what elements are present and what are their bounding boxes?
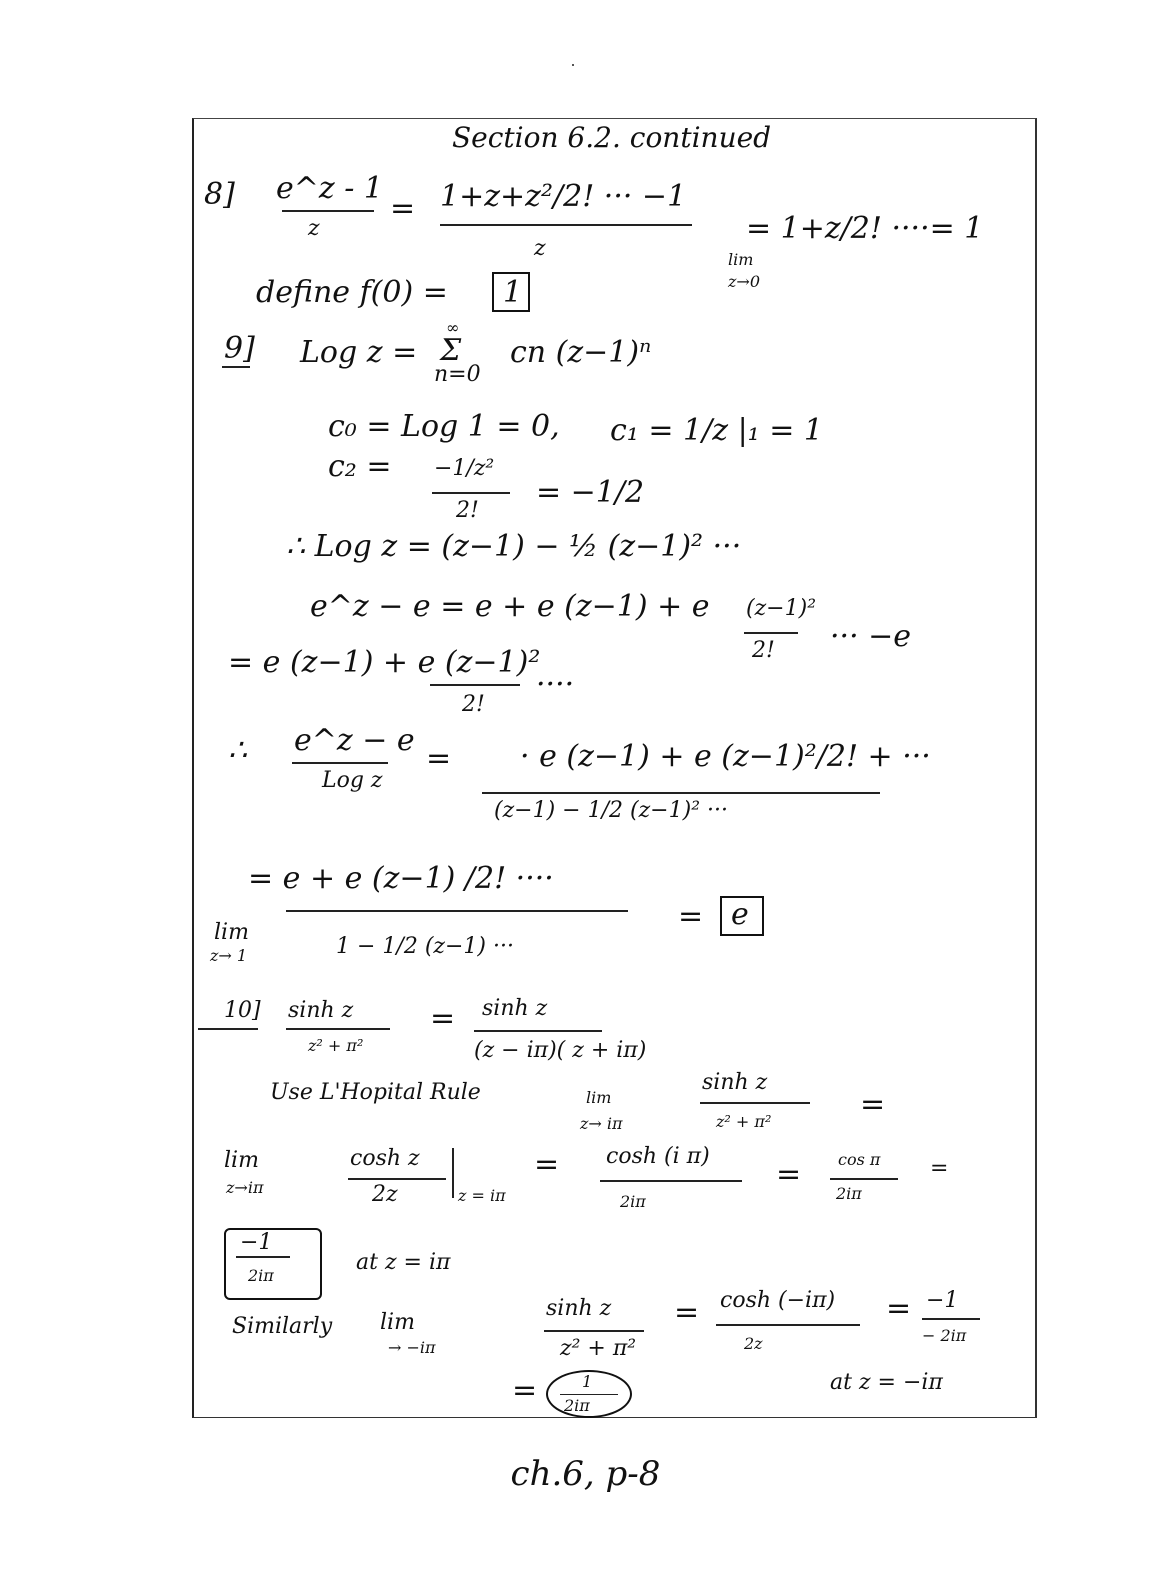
p10-rhs-denominator: (z − iπ)( z + iπ) [474, 1038, 647, 1063]
p9-exp-frac-denominator: 2! [752, 638, 775, 663]
p10-equals-a: = [534, 1147, 560, 1182]
p9-ratio-equals: = [426, 741, 452, 776]
p10-equals-b: = [776, 1157, 802, 1192]
p9-ratio-bar [292, 762, 388, 764]
p9-exp-frac-numerator: (z−1)² [746, 596, 817, 621]
p10-frac-denominator: z² + π² [308, 1036, 364, 1055]
p9-step2-bar [430, 684, 520, 686]
p10-lim2-label: lim [224, 1148, 259, 1173]
p10-final-denominator: 2iπ [564, 1396, 590, 1415]
p9-c2-numerator: −1/z² [434, 456, 495, 481]
p9-limit-label: lim [214, 920, 249, 945]
p9-step2-tail: ···· [536, 667, 575, 702]
p10-final-bar [560, 1394, 618, 1395]
p8-result: = 1+z/2! ····= 1 [746, 211, 984, 246]
page-footer: ch.6, p-8 [510, 1454, 661, 1494]
p9-c2-bar [432, 492, 510, 494]
p9-limit-value: e [731, 897, 749, 932]
p9-limit-equals: = [678, 899, 704, 934]
p10-frac-bar [286, 1028, 390, 1030]
problem-10-number: 10] [224, 998, 261, 1023]
p10-cospi-bar [830, 1178, 898, 1180]
p9-c2-denominator: 2! [456, 498, 479, 523]
p8-fraction-denominator: z [308, 216, 320, 241]
p10-sim-denominator: z² + π² [560, 1336, 637, 1361]
p10-final-at: at z = −iπ [830, 1370, 943, 1395]
p8-define-value: 1 [503, 275, 523, 310]
p10-equals-c: = [930, 1156, 949, 1181]
p9-limit-denominator: 1 − 1/2 (z−1) ··· [336, 934, 514, 959]
p8-series-bar [440, 224, 692, 226]
p9-log-definition: Log z = [300, 335, 418, 370]
p10-sim-lim-sub: → −iπ [388, 1338, 436, 1357]
p10-sim-numerator: sinh z [546, 1296, 612, 1321]
p10-number-underline [198, 1028, 258, 1030]
p10-final-equals: = [512, 1373, 538, 1408]
p10-sim-cosh-denominator: 2z [744, 1334, 763, 1353]
p10-result-bar [236, 1256, 290, 1258]
scan-speck [572, 64, 574, 66]
p9-ratio-rhs-numerator: · e (z−1) + e (z−1)²/2! + ··· [520, 739, 931, 774]
p9-step2: = e (z−1) + e (z−1)² [228, 645, 541, 680]
p10-eval-bar [452, 1148, 454, 1198]
p9-limit-subscript: z→ 1 [210, 946, 248, 965]
p10-sim-result-numerator: −1 [926, 1288, 959, 1313]
p10-sim-cosh-bar [716, 1324, 860, 1326]
p10-eval-at: z = iπ [458, 1186, 506, 1205]
section-header: Section 6.2. continued [452, 121, 772, 154]
p10-cosh-ipi-bar [600, 1180, 742, 1182]
p10-result-numerator: −1 [240, 1230, 273, 1255]
p10-sim-bar [544, 1330, 644, 1332]
p10-sim-result-denominator: − 2iπ [922, 1326, 967, 1345]
p10-sim-lim: lim [380, 1310, 415, 1335]
p10-cosh-bar [348, 1178, 446, 1180]
p9-exp-frac-bar [744, 632, 798, 634]
p9-number-underline [222, 366, 250, 368]
p9-ratio-numerator: e^z − e [294, 723, 415, 758]
p9-ratio-rhs-bar [482, 792, 880, 794]
p9-sum-symbol: Σ [440, 333, 462, 368]
p10-cospi-denominator: 2iπ [836, 1184, 862, 1203]
p9-ratio-denominator: Log z [322, 768, 383, 793]
p9-exp-tail: ··· −e [830, 619, 912, 654]
p10-use-rule: Use L'Hopital Rule [270, 1080, 481, 1105]
p9-sum-upper: ∞ [446, 318, 460, 337]
p8-series-denominator: z [534, 236, 546, 261]
p9-limit-numerator: = e + e (z−1) /2! ···· [248, 861, 554, 896]
p10-rule-denominator: z² + π² [716, 1112, 772, 1131]
p9-ratio-rhs-denominator: (z−1) − 1/2 (z−1)² ··· [494, 798, 728, 823]
p8-fraction-numerator: e^z - 1 [276, 171, 383, 206]
p10-rhs-bar [474, 1030, 602, 1032]
p10-rule-numerator: sinh z [702, 1070, 768, 1095]
p10-sim-cosh-numerator: cosh (−iπ) [720, 1288, 836, 1313]
p9-c0: c₀ = Log 1 = 0, [328, 409, 560, 444]
p10-frac-numerator: sinh z [288, 998, 354, 1023]
p10-sim-equals-2: = [886, 1291, 912, 1326]
p10-result-denominator: 2iπ [248, 1266, 274, 1285]
p10-rule-bar [700, 1102, 810, 1104]
p9-c2-lhs: c₂ = [328, 449, 392, 484]
p10-rule-lim-sub: z→ iπ [580, 1114, 623, 1133]
p9-c1: c₁ = 1/z |₁ = 1 [610, 413, 824, 448]
p10-sim-equals: = [674, 1295, 700, 1330]
p10-similarly: Similarly [232, 1314, 333, 1339]
p10-equals: = [430, 1001, 456, 1036]
p9-step2-denominator: 2! [462, 692, 485, 717]
p9-sum-lower: n=0 [434, 362, 481, 387]
problem-9-number: 9] [224, 331, 255, 366]
p8-lim-label: lim [728, 250, 754, 269]
p10-final-numerator: 1 [582, 1372, 593, 1391]
p10-rule-equals: = [860, 1087, 886, 1122]
p9-limit-bar [286, 910, 628, 912]
p9-therefore: ∴ [228, 733, 248, 768]
p10-result-box [224, 1228, 322, 1300]
p10-cosh-ipi-numerator: cosh (i π) [606, 1144, 710, 1169]
p8-series-numerator: 1+z+z²/2! ··· −1 [440, 179, 687, 214]
p9-c2-result: = −1/2 [536, 475, 645, 510]
p8-define-label: define f(0) = [256, 275, 448, 310]
p8-equals: = [390, 191, 416, 226]
p9-sum-term: cn (z−1)ⁿ [510, 335, 652, 370]
p10-result-at: at z = iπ [356, 1250, 451, 1275]
p9-log-series: ∴ Log z = (z−1) − ½ (z−1)² ··· [286, 529, 742, 564]
p10-cosh-ipi-denominator: 2iπ [620, 1192, 646, 1211]
p10-cosh-numerator: cosh z [350, 1146, 420, 1171]
p9-exp-expansion: e^z − e = e + e (z−1) + e [310, 589, 710, 624]
p10-rule-lim: lim [586, 1088, 612, 1107]
p10-rhs-numerator: sinh z [482, 996, 548, 1021]
p8-lim-subscript: z→0 [728, 272, 761, 291]
p10-sim-result-bar [922, 1318, 980, 1320]
p10-cosh-denominator: 2z [372, 1182, 398, 1207]
p8-fraction-bar [282, 210, 374, 212]
problem-8-number: 8] [204, 177, 235, 212]
p10-cospi-numerator: cos π [838, 1150, 881, 1169]
p10-lim2-subscript: z→iπ [226, 1178, 264, 1197]
